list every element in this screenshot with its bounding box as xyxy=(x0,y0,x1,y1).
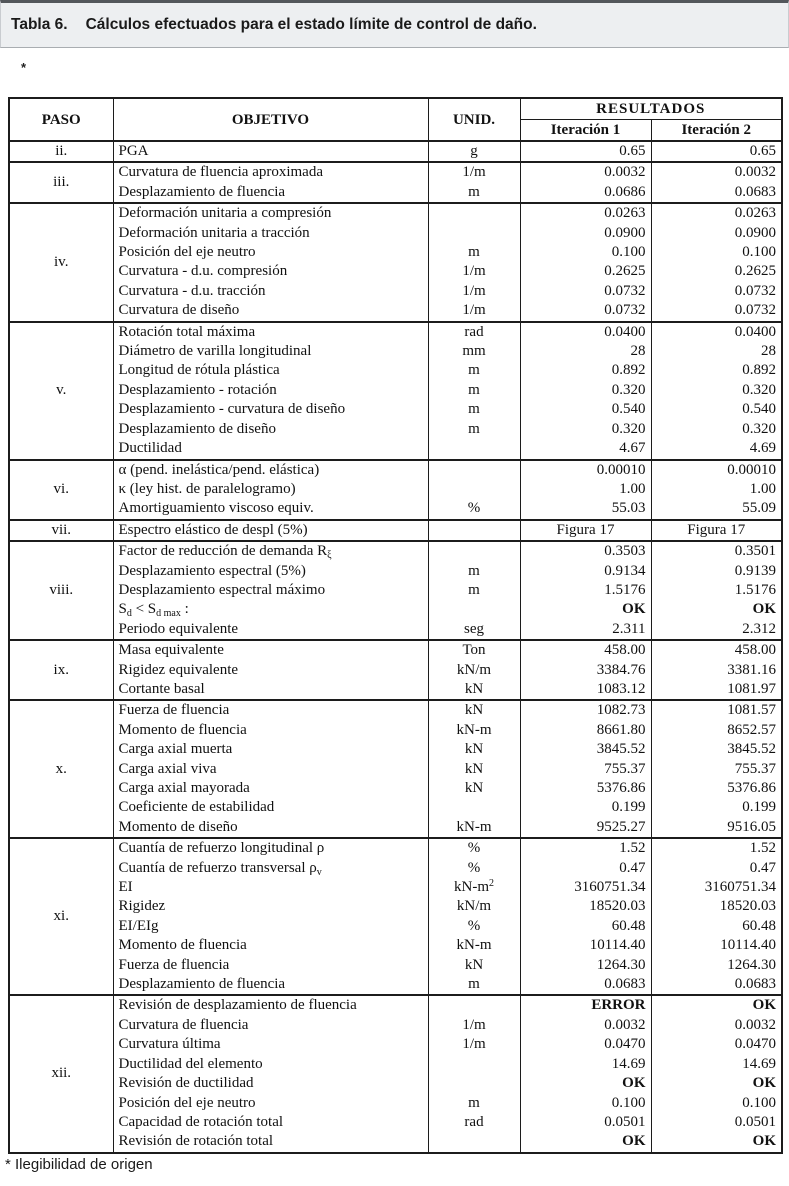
objetivo-cell: Deformación unitaria a compresión xyxy=(113,203,428,223)
result-cell-iteracion-1: 18520.03 xyxy=(520,897,651,916)
objetivo-cell: Carga axial viva xyxy=(113,760,428,779)
objetivo-cell: Carga axial muerta xyxy=(113,740,428,759)
result-cell-iteracion-1: 1.00 xyxy=(520,480,651,499)
result-cell-iteracion-1: 0.320 xyxy=(520,381,651,400)
result-cell-iteracion-1: 2.311 xyxy=(520,620,651,640)
result-cell-iteracion-2: 0.0263 xyxy=(651,203,782,223)
unit-cell: % xyxy=(428,499,520,519)
step-group-xi xyxy=(9,838,782,995)
result-cell-iteracion-1: 14.69 xyxy=(520,1055,651,1074)
objetivo-cell: Momento de fluencia xyxy=(113,936,428,955)
table-row xyxy=(9,917,782,936)
objetivo-cell: Longitud de rótula plástica xyxy=(113,361,428,380)
table-row xyxy=(9,400,782,419)
result-cell-iteracion-2: OK xyxy=(651,600,782,619)
result-cell-iteracion-2: 0.0683 xyxy=(651,975,782,995)
step-group-vi xyxy=(9,460,782,520)
result-cell-iteracion-1: 0.0032 xyxy=(520,162,651,182)
header-unidad: UNID. xyxy=(428,98,520,141)
unit-cell: kN-m xyxy=(428,936,520,955)
result-cell-iteracion-2: 14.69 xyxy=(651,1055,782,1074)
result-cell-iteracion-1: 0.9134 xyxy=(520,562,651,581)
result-cell-iteracion-1: 3384.76 xyxy=(520,661,651,680)
objetivo-cell: Curvatura de fluencia xyxy=(113,1016,428,1035)
result-cell-iteracion-1: 0.65 xyxy=(520,141,651,162)
result-cell-iteracion-2: 2.312 xyxy=(651,620,782,640)
unit-cell: 1/m xyxy=(428,1035,520,1054)
unit-cell: m xyxy=(428,400,520,419)
result-cell-iteracion-2: 9516.05 xyxy=(651,818,782,838)
table-row xyxy=(9,1132,782,1152)
result-cell-iteracion-2: 60.48 xyxy=(651,917,782,936)
objetivo-cell: Posición del eje neutro xyxy=(113,1094,428,1113)
result-cell-iteracion-1: 0.100 xyxy=(520,1094,651,1113)
objetivo-cell: Carga axial mayorada xyxy=(113,779,428,798)
unit-cell xyxy=(428,1055,520,1074)
result-cell-iteracion-2: 0.0501 xyxy=(651,1113,782,1132)
table-row xyxy=(9,680,782,700)
result-cell-iteracion-1: 1083.12 xyxy=(520,680,651,700)
unit-cell xyxy=(428,224,520,243)
result-cell-iteracion-1: 10114.40 xyxy=(520,936,651,955)
objetivo-cell: Ductilidad del elemento xyxy=(113,1055,428,1074)
objetivo-cell: Desplazamiento - curvatura de diseño xyxy=(113,400,428,419)
table-row xyxy=(9,1113,782,1132)
unit-cell: m xyxy=(428,420,520,439)
table-row xyxy=(9,480,782,499)
result-cell-iteracion-2: 755.37 xyxy=(651,760,782,779)
header-iteracion-1: Iteración 1 xyxy=(520,120,651,142)
unit-cell: seg xyxy=(428,620,520,640)
header-objetivo: OBJETIVO xyxy=(113,98,428,141)
objetivo-cell: Fuerza de fluencia xyxy=(113,956,428,975)
result-cell-iteracion-2: 0.00010 xyxy=(651,460,782,480)
table-row xyxy=(9,640,782,660)
unit-cell: g xyxy=(428,141,520,162)
result-cell-iteracion-2: 0.892 xyxy=(651,361,782,380)
unit-cell: 1/m xyxy=(428,301,520,321)
objetivo-cell: Revisión de rotación total xyxy=(113,1132,428,1152)
result-cell-iteracion-2: 0.65 xyxy=(651,141,782,162)
table-row xyxy=(9,562,782,581)
table-row xyxy=(9,342,782,361)
table-row xyxy=(9,700,782,720)
objetivo-cell: Rotación total máxima xyxy=(113,322,428,342)
step-group-v xyxy=(9,322,782,460)
result-cell-iteracion-1: 1082.73 xyxy=(520,700,651,720)
header-paso: PASO xyxy=(9,98,113,141)
table-row xyxy=(9,1055,782,1074)
objetivo-cell: Desplazamiento de fluencia xyxy=(113,975,428,995)
result-cell-iteracion-2: 5376.86 xyxy=(651,779,782,798)
table-row xyxy=(9,420,782,439)
table-row xyxy=(9,183,782,203)
result-cell-iteracion-1: 0.0732 xyxy=(520,282,651,301)
objetivo-cell: Desplazamiento espectral máximo xyxy=(113,581,428,600)
step-group-viii xyxy=(9,541,782,640)
unit-cell xyxy=(428,439,520,459)
footnote: * Ilegibilidad de origen xyxy=(5,1156,153,1173)
table-row xyxy=(9,381,782,400)
step-group-ii xyxy=(9,141,782,162)
result-cell-iteracion-2: 0.0032 xyxy=(651,1016,782,1035)
calculations-table-container xyxy=(8,97,783,1154)
result-cell-iteracion-2: 458.00 xyxy=(651,640,782,660)
unit-cell: rad xyxy=(428,322,520,342)
unit-cell: $kN-m^2$ xyxy=(428,878,520,897)
result-cell-iteracion-1: OK xyxy=(520,600,651,619)
objetivo-cell: $S_d < S_{d max}$ : xyxy=(113,600,428,619)
objetivo-cell: Amortiguamiento viscoso equiv. xyxy=(113,499,428,519)
result-cell-iteracion-2: OK xyxy=(651,1074,782,1093)
table-row xyxy=(9,520,782,541)
step-group-x xyxy=(9,700,782,838)
objetivo-cell: Curvatura última xyxy=(113,1035,428,1054)
result-cell-iteracion-2: 4.69 xyxy=(651,439,782,459)
objetivo-cell: Espectro elástico de despl (5%) xyxy=(113,520,428,541)
table-row xyxy=(9,956,782,975)
step-group-ix xyxy=(9,640,782,700)
result-cell-iteracion-1: 0.892 xyxy=(520,361,651,380)
table-row xyxy=(9,282,782,301)
objetivo-cell: Cuantía de refuerzo transversal $\rho_v$ xyxy=(113,859,428,878)
objetivo-cell: Curvatura de fluencia aproximada xyxy=(113,162,428,182)
objetivo-cell: Desplazamiento - rotación xyxy=(113,381,428,400)
objetivo-cell: PGA xyxy=(113,141,428,162)
result-cell-iteracion-2: 0.320 xyxy=(651,381,782,400)
unit-cell: % xyxy=(428,859,520,878)
table-row xyxy=(9,460,782,480)
table-row xyxy=(9,995,782,1015)
unit-cell: m xyxy=(428,183,520,203)
unit-cell: 1/m xyxy=(428,162,520,182)
step-group-iv xyxy=(9,203,782,321)
result-cell-iteracion-1: 1264.30 xyxy=(520,956,651,975)
result-cell-iteracion-1: 3845.52 xyxy=(520,740,651,759)
unit-cell: kN xyxy=(428,760,520,779)
result-cell-iteracion-2: OK xyxy=(651,995,782,1015)
unit-cell xyxy=(428,203,520,223)
result-cell-iteracion-1: 28 xyxy=(520,342,651,361)
table-row xyxy=(9,779,782,798)
table-row xyxy=(9,897,782,916)
unit-cell xyxy=(428,1132,520,1152)
result-cell-iteracion-2: 3160751.34 xyxy=(651,878,782,897)
objetivo-cell: Momento de diseño xyxy=(113,818,428,838)
table-row xyxy=(9,301,782,321)
paso-cell: vi. xyxy=(9,460,113,520)
table-row xyxy=(9,162,782,182)
result-cell-iteracion-1: OK xyxy=(520,1132,651,1152)
result-cell-iteracion-1: 0.47 xyxy=(520,859,651,878)
unit-cell: % xyxy=(428,917,520,936)
paso-cell: vii. xyxy=(9,520,113,541)
result-cell-iteracion-1: 3160751.34 xyxy=(520,878,651,897)
result-cell-iteracion-1: 1.52 xyxy=(520,838,651,858)
unit-cell: 1/m xyxy=(428,282,520,301)
paso-cell: v. xyxy=(9,322,113,460)
table-row xyxy=(9,322,782,342)
table-row xyxy=(9,361,782,380)
result-cell-iteracion-1: 5376.86 xyxy=(520,779,651,798)
table-row xyxy=(9,1035,782,1054)
result-cell-iteracion-1: 0.540 xyxy=(520,400,651,419)
result-cell-iteracion-1: 0.0501 xyxy=(520,1113,651,1132)
objetivo-cell: Revisión de ductilidad xyxy=(113,1074,428,1093)
objetivo-cell: Cuantía de refuerzo longitudinal ρ xyxy=(113,838,428,858)
unit-cell xyxy=(428,1074,520,1093)
result-cell-iteracion-1: 0.0732 xyxy=(520,301,651,321)
result-cell-iteracion-1: 0.2625 xyxy=(520,262,651,281)
unit-cell: kN-m xyxy=(428,818,520,838)
table-caption-bar xyxy=(0,0,789,48)
result-cell-iteracion-2: 0.320 xyxy=(651,420,782,439)
header-resultados: RESULTADOS xyxy=(520,98,782,120)
unit-cell xyxy=(428,995,520,1015)
result-cell-iteracion-2: 1.52 xyxy=(651,838,782,858)
unit-cell: m xyxy=(428,1094,520,1113)
table-row xyxy=(9,859,782,878)
result-cell-iteracion-2: 0.3501 xyxy=(651,541,782,561)
step-group-iii xyxy=(9,162,782,203)
unit-cell: m xyxy=(428,562,520,581)
objetivo-cell: Desplazamiento de diseño xyxy=(113,420,428,439)
table-row xyxy=(9,798,782,817)
result-cell-iteracion-2: 1264.30 xyxy=(651,956,782,975)
objetivo-cell: Masa equivalente xyxy=(113,640,428,660)
result-cell-iteracion-2: 18520.03 xyxy=(651,897,782,916)
objetivo-cell: Deformación unitaria a tracción xyxy=(113,224,428,243)
objetivo-cell: Rigidez equivalente xyxy=(113,661,428,680)
table-header xyxy=(9,98,782,141)
paso-cell: iii. xyxy=(9,162,113,203)
unit-cell xyxy=(428,798,520,817)
table-row xyxy=(9,243,782,262)
objetivo-cell: Capacidad de rotación total xyxy=(113,1113,428,1132)
result-cell-iteracion-1: 0.0470 xyxy=(520,1035,651,1054)
result-cell-iteracion-2: 0.0683 xyxy=(651,183,782,203)
table-row xyxy=(9,620,782,640)
table-row xyxy=(9,936,782,955)
result-cell-iteracion-2: 0.9139 xyxy=(651,562,782,581)
unit-cell: kN xyxy=(428,956,520,975)
unit-cell: kN/m xyxy=(428,897,520,916)
unit-cell: rad xyxy=(428,1113,520,1132)
table-row xyxy=(9,141,782,162)
table-row xyxy=(9,721,782,740)
result-cell-iteracion-2: 8652.57 xyxy=(651,721,782,740)
asterisk-marker: * xyxy=(21,60,27,75)
unit-cell xyxy=(428,520,520,541)
objetivo-cell: Periodo equivalente xyxy=(113,620,428,640)
objetivo-cell: Cortante basal xyxy=(113,680,428,700)
result-cell-iteracion-2: 0.0732 xyxy=(651,282,782,301)
unit-cell: m xyxy=(428,243,520,262)
table-row xyxy=(9,760,782,779)
objetivo-cell: Factor de reducción de demanda $R_\xi$ xyxy=(113,541,428,561)
table-caption-text: Cálculos efectuados para el estado límite de control de daño. xyxy=(85,16,537,33)
objetivo-cell: Revisión de desplazamiento de fluencia xyxy=(113,995,428,1015)
result-cell-iteracion-2: 0.0032 xyxy=(651,162,782,182)
unit-cell: m xyxy=(428,381,520,400)
objetivo-cell: Momento de fluencia xyxy=(113,721,428,740)
objetivo-cell: Curvatura - d.u. tracción xyxy=(113,282,428,301)
table-row xyxy=(9,224,782,243)
result-cell-iteracion-2: 0.0732 xyxy=(651,301,782,321)
result-cell-iteracion-1: 0.0686 xyxy=(520,183,651,203)
table-row xyxy=(9,661,782,680)
objetivo-cell: EI/EIg xyxy=(113,917,428,936)
result-cell-iteracion-2: OK xyxy=(651,1132,782,1152)
table-row xyxy=(9,600,782,619)
result-cell-iteracion-2: 0.100 xyxy=(651,243,782,262)
table-row xyxy=(9,1094,782,1113)
unit-cell: m xyxy=(428,581,520,600)
table-row xyxy=(9,838,782,858)
result-cell-iteracion-1: Figura 17 xyxy=(520,520,651,541)
result-cell-iteracion-1: OK xyxy=(520,1074,651,1093)
result-cell-iteracion-2: 0.0900 xyxy=(651,224,782,243)
result-cell-iteracion-2: 28 xyxy=(651,342,782,361)
result-cell-iteracion-2: 0.47 xyxy=(651,859,782,878)
result-cell-iteracion-1: 55.03 xyxy=(520,499,651,519)
result-cell-iteracion-2: 3381.16 xyxy=(651,661,782,680)
result-cell-iteracion-1: 755.37 xyxy=(520,760,651,779)
table-row xyxy=(9,1074,782,1093)
objetivo-cell: Rigidez xyxy=(113,897,428,916)
step-group-vii xyxy=(9,520,782,541)
unit-cell: mm xyxy=(428,342,520,361)
result-cell-iteracion-2: 1081.57 xyxy=(651,700,782,720)
objetivo-cell: Desplazamiento de fluencia xyxy=(113,183,428,203)
unit-cell: Ton xyxy=(428,640,520,660)
result-cell-iteracion-1: 0.0400 xyxy=(520,322,651,342)
result-cell-iteracion-1: 458.00 xyxy=(520,640,651,660)
unit-cell: kN-m xyxy=(428,721,520,740)
unit-cell xyxy=(428,460,520,480)
table-row xyxy=(9,262,782,281)
result-cell-iteracion-1: 9525.27 xyxy=(520,818,651,838)
result-cell-iteracion-1: 0.320 xyxy=(520,420,651,439)
unit-cell: m xyxy=(428,361,520,380)
unit-cell: 1/m xyxy=(428,1016,520,1035)
result-cell-iteracion-2: 1.5176 xyxy=(651,581,782,600)
result-cell-iteracion-2: 0.0400 xyxy=(651,322,782,342)
result-cell-iteracion-2: 0.2625 xyxy=(651,262,782,281)
result-cell-iteracion-2: 55.09 xyxy=(651,499,782,519)
paso-cell: x. xyxy=(9,700,113,838)
result-cell-iteracion-2: 0.540 xyxy=(651,400,782,419)
unit-cell: kN xyxy=(428,740,520,759)
result-cell-iteracion-1: 0.0263 xyxy=(520,203,651,223)
result-cell-iteracion-1: 0.00010 xyxy=(520,460,651,480)
table-row xyxy=(9,1016,782,1035)
unit-cell: kN xyxy=(428,680,520,700)
paso-cell: xi. xyxy=(9,838,113,995)
table-row xyxy=(9,541,782,561)
unit-cell: 1/m xyxy=(428,262,520,281)
unit-cell: kN xyxy=(428,700,520,720)
paso-cell: iv. xyxy=(9,203,113,321)
calculations-table xyxy=(8,97,783,1154)
objetivo-cell: Desplazamiento espectral (5%) xyxy=(113,562,428,581)
paso-cell: viii. xyxy=(9,541,113,640)
unit-cell: % xyxy=(428,838,520,858)
objetivo-cell: Curvatura de diseño xyxy=(113,301,428,321)
result-cell-iteracion-2: 1081.97 xyxy=(651,680,782,700)
step-group-xii xyxy=(9,995,782,1152)
result-cell-iteracion-2: Figura 17 xyxy=(651,520,782,541)
paso-cell: xii. xyxy=(9,995,113,1152)
result-cell-iteracion-1: 0.100 xyxy=(520,243,651,262)
objetivo-cell: Diámetro de varilla longitudinal xyxy=(113,342,428,361)
unit-cell xyxy=(428,541,520,561)
result-cell-iteracion-1: 0.199 xyxy=(520,798,651,817)
table-row xyxy=(9,499,782,519)
unit-cell: m xyxy=(428,975,520,995)
result-cell-iteracion-2: 0.100 xyxy=(651,1094,782,1113)
result-cell-iteracion-2: 0.0470 xyxy=(651,1035,782,1054)
table-number: Tabla 6. xyxy=(11,16,68,33)
objetivo-cell: Curvatura - d.u. compresión xyxy=(113,262,428,281)
objetivo-cell: Fuerza de fluencia xyxy=(113,700,428,720)
objetivo-cell: EI xyxy=(113,878,428,897)
objetivo-cell: Coeficiente de estabilidad xyxy=(113,798,428,817)
table-row xyxy=(9,581,782,600)
header-iteracion-2: Iteración 2 xyxy=(651,120,782,142)
objetivo-cell: Posición del eje neutro xyxy=(113,243,428,262)
result-cell-iteracion-1: 0.0900 xyxy=(520,224,651,243)
result-cell-iteracion-1: 4.67 xyxy=(520,439,651,459)
unit-cell: kN/m xyxy=(428,661,520,680)
unit-cell xyxy=(428,480,520,499)
table-row xyxy=(9,439,782,459)
table-row xyxy=(9,740,782,759)
objetivo-cell: α (pend. inelástica/pend. elástica) xyxy=(113,460,428,480)
result-cell-iteracion-1: 8661.80 xyxy=(520,721,651,740)
paso-cell: ii. xyxy=(9,141,113,162)
result-cell-iteracion-1: ERROR xyxy=(520,995,651,1015)
result-cell-iteracion-2: 1.00 xyxy=(651,480,782,499)
result-cell-iteracion-1: 0.0683 xyxy=(520,975,651,995)
objetivo-cell: Ductilidad xyxy=(113,439,428,459)
result-cell-iteracion-1: 0.0032 xyxy=(520,1016,651,1035)
objetivo-cell: κ (ley hist. de paralelogramo) xyxy=(113,480,428,499)
result-cell-iteracion-1: 60.48 xyxy=(520,917,651,936)
table-row xyxy=(9,203,782,223)
unit-cell: kN xyxy=(428,779,520,798)
result-cell-iteracion-1: 0.3503 xyxy=(520,541,651,561)
result-cell-iteracion-2: 10114.40 xyxy=(651,936,782,955)
table-row xyxy=(9,818,782,838)
result-cell-iteracion-1: 1.5176 xyxy=(520,581,651,600)
result-cell-iteracion-2: 0.199 xyxy=(651,798,782,817)
table-row xyxy=(9,975,782,995)
unit-cell xyxy=(428,600,520,619)
table-row xyxy=(9,878,782,897)
result-cell-iteracion-2: 3845.52 xyxy=(651,740,782,759)
paso-cell: ix. xyxy=(9,640,113,700)
